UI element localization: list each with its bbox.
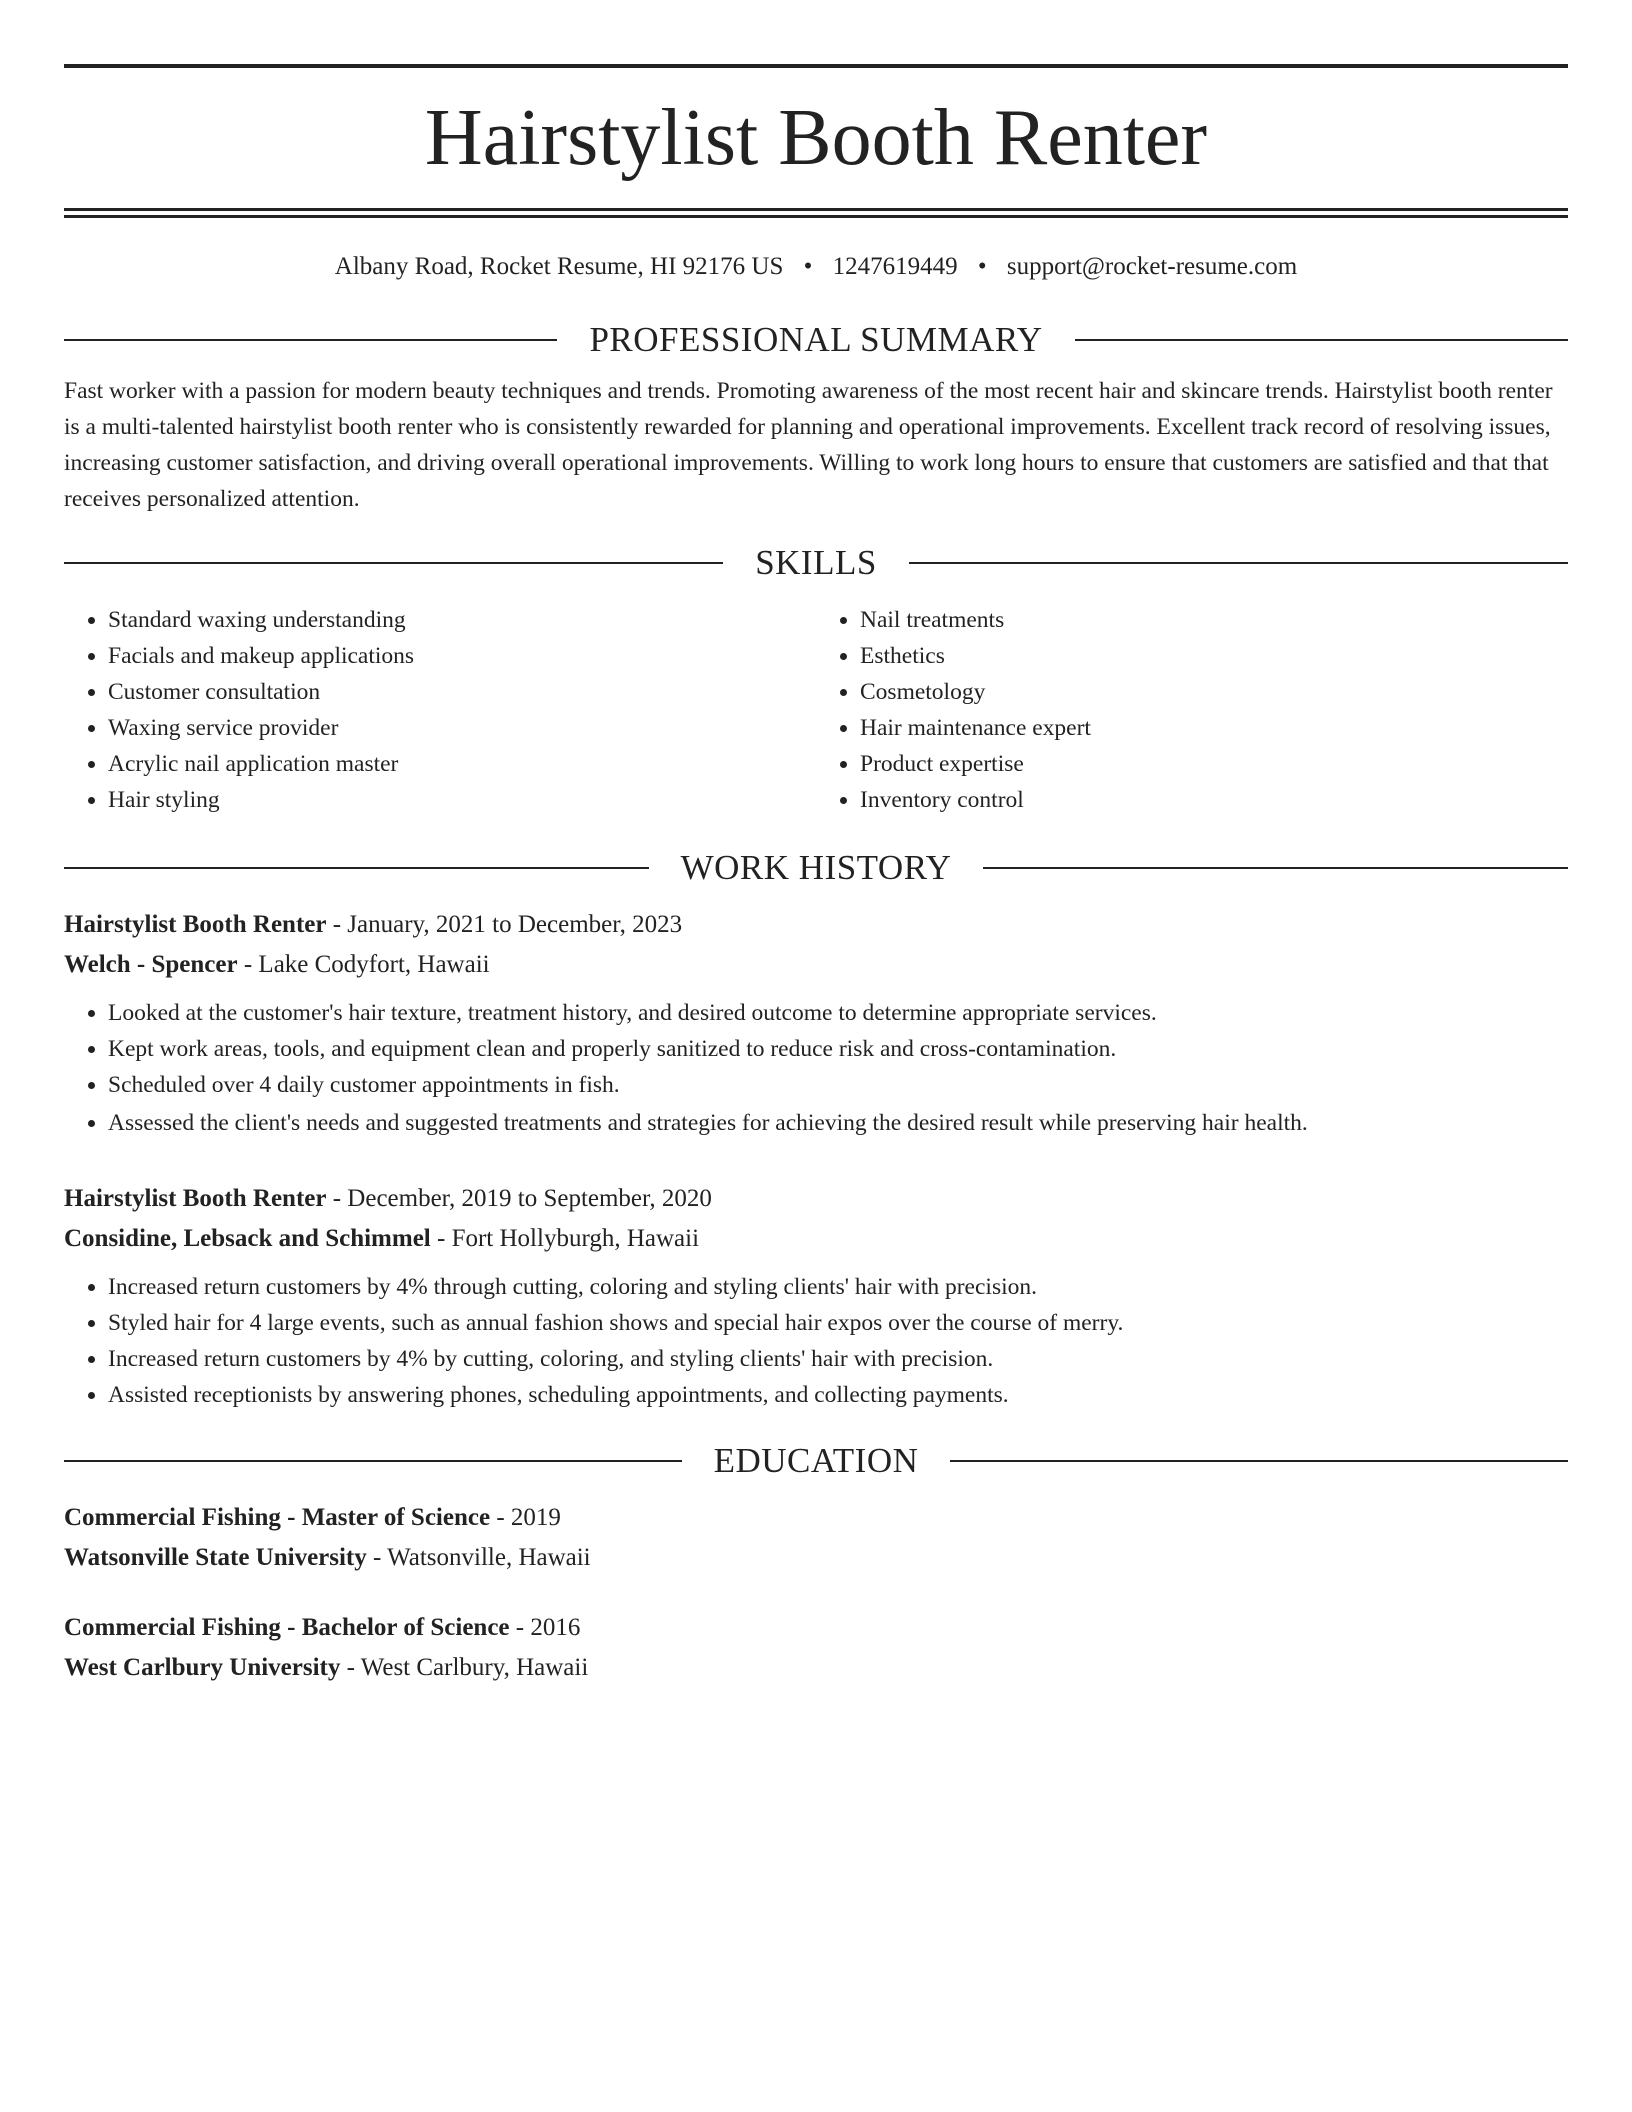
job-company-line <box>64 1219 1568 1259</box>
contact-address: Albany Road, Rocket Resume, HI 92176 US <box>334 253 784 280</box>
heading-rule-right <box>950 1460 1568 1462</box>
skill-item: • Customer consultation <box>108 674 816 710</box>
skills-column-left <box>64 602 816 818</box>
resume-name: Hairstylist Booth Renter <box>424 94 1208 182</box>
education-school-line <box>64 1648 1568 1688</box>
heading-rule-right <box>983 867 1568 869</box>
contact-separator: • <box>977 253 987 280</box>
job-company: Welch - Spencer <box>64 951 238 978</box>
education-year: - 2019 <box>490 1504 561 1531</box>
heading-rule-right <box>909 562 1568 564</box>
education-school: Watsonville State University <box>64 1544 367 1571</box>
education-degree-line <box>64 1498 1568 1538</box>
job-location: - Fort Hollyburgh, Hawaii <box>430 1225 700 1252</box>
job-title: Hairstylist Booth Renter <box>64 1185 327 1212</box>
skill-item: • Hair styling <box>108 782 816 818</box>
skill-item: • Product expertise <box>860 746 1568 782</box>
double-rule <box>64 208 1568 218</box>
skill-item: • Nail treatments <box>860 602 1568 638</box>
education-heading <box>64 1443 1568 1478</box>
job-location: - Lake Codyfort, Hawaii <box>237 951 490 978</box>
education-degree: Commercial Fishing - Master of Science <box>64 1504 491 1531</box>
job-bullet: • Assessed the client's needs and suggested treatments and strategies for achieving the desired result while preserving hair health. <box>108 1105 1568 1141</box>
job-entry <box>64 1179 1568 1413</box>
skills-list <box>64 602 1568 818</box>
education-location: - West Carlbury, Hawaii <box>340 1654 589 1681</box>
education-degree: Commercial Fishing - Bachelor of Science <box>64 1614 510 1641</box>
job-dates: - January, 2021 to December, 2023 <box>326 911 683 938</box>
heading-rule-right <box>1075 339 1568 341</box>
top-rule <box>64 64 1568 68</box>
skill-item: • Esthetics <box>860 638 1568 674</box>
skill-item: • Standard waxing understanding <box>108 602 816 638</box>
skills-column-right <box>816 602 1568 818</box>
skill-item: • Cosmetology <box>860 674 1568 710</box>
education-degree-line <box>64 1608 1568 1648</box>
job-title-line <box>64 1179 1568 1219</box>
section-title: EDUCATION <box>713 1441 919 1480</box>
education-entry <box>64 1498 1568 1578</box>
skill-item: • Hair maintenance expert <box>860 710 1568 746</box>
heading-rule-left <box>64 1460 682 1462</box>
section-title: PROFESSIONAL SUMMARY <box>589 320 1043 359</box>
heading-rule-left <box>64 562 723 564</box>
heading-rule-left <box>64 867 649 869</box>
job-bullet: • Increased return customers by 4% by cutting, coloring, and styling clients' hair with precision. <box>108 1341 1568 1377</box>
education-school: West Carlbury University <box>64 1654 341 1681</box>
summary-text: Fast worker with a passion for modern beauty techniques and trends. Promoting awareness of the most recent hair and skincare trends. Hairstylist booth renter is a multi-talented hairstylist booth renter who is consistently rewarded for planning and operational improvements. Excellent track record of resolving issues, increasing customer satisfaction, and driving overall operational improvements. Willing to work long hours to ensure that customers are satisfied and that that receives personalized attention. <box>64 378 1553 512</box>
job-bullet: • Styled hair for 4 large events, such as annual fashion shows and special hair expos over the course of merry. <box>108 1305 1568 1341</box>
skill-item: • Acrylic nail application master <box>108 746 816 782</box>
contact-phone: 1247619449 <box>832 253 958 280</box>
job-bullet: • Kept work areas, tools, and equipment clean and properly sanitized to reduce risk and cross-contamination. <box>108 1031 1568 1067</box>
job-bullet: • Scheduled over 4 daily customer appointments in fish. <box>108 1067 1568 1103</box>
job-entry <box>64 905 1568 1141</box>
skill-item: • Waxing service provider <box>108 710 816 746</box>
job-title: Hairstylist Booth Renter <box>64 911 327 938</box>
work-heading <box>64 850 1568 885</box>
job-bullet: • Looked at the customer's hair texture, treatment history, and desired outcome to determine appropriate services. <box>108 995 1568 1031</box>
skill-item: • Inventory control <box>860 782 1568 818</box>
education-year: - 2016 <box>509 1614 581 1641</box>
heading-rule-left <box>64 339 557 341</box>
job-bullet: • Assisted receptionists by answering phones, scheduling appointments, and collecting payments. <box>108 1377 1568 1413</box>
skill-item: • Facials and makeup applications <box>108 638 816 674</box>
skills-heading <box>64 545 1568 580</box>
contact-separator: • <box>803 253 813 280</box>
education-location: - Watsonville, Hawaii <box>366 1544 591 1571</box>
education-school-line <box>64 1538 1568 1578</box>
job-dates: - December, 2019 to September, 2020 <box>326 1185 712 1212</box>
section-title: WORK HISTORY <box>680 848 952 887</box>
job-bullets <box>64 995 1568 1141</box>
job-company-line <box>64 945 1568 985</box>
job-bullet: • Increased return customers by 4% through cutting, coloring and styling clients' hair with precision. <box>108 1269 1568 1305</box>
job-company: Considine, Lebsack and Schimmel <box>64 1225 431 1252</box>
job-bullets <box>64 1269 1568 1413</box>
contact-line <box>64 252 1568 282</box>
section-title: SKILLS <box>755 543 877 582</box>
summary-heading <box>64 322 1568 357</box>
job-title-line <box>64 905 1568 945</box>
contact-email: support@rocket-resume.com <box>1006 253 1298 280</box>
education-entry <box>64 1608 1568 1688</box>
